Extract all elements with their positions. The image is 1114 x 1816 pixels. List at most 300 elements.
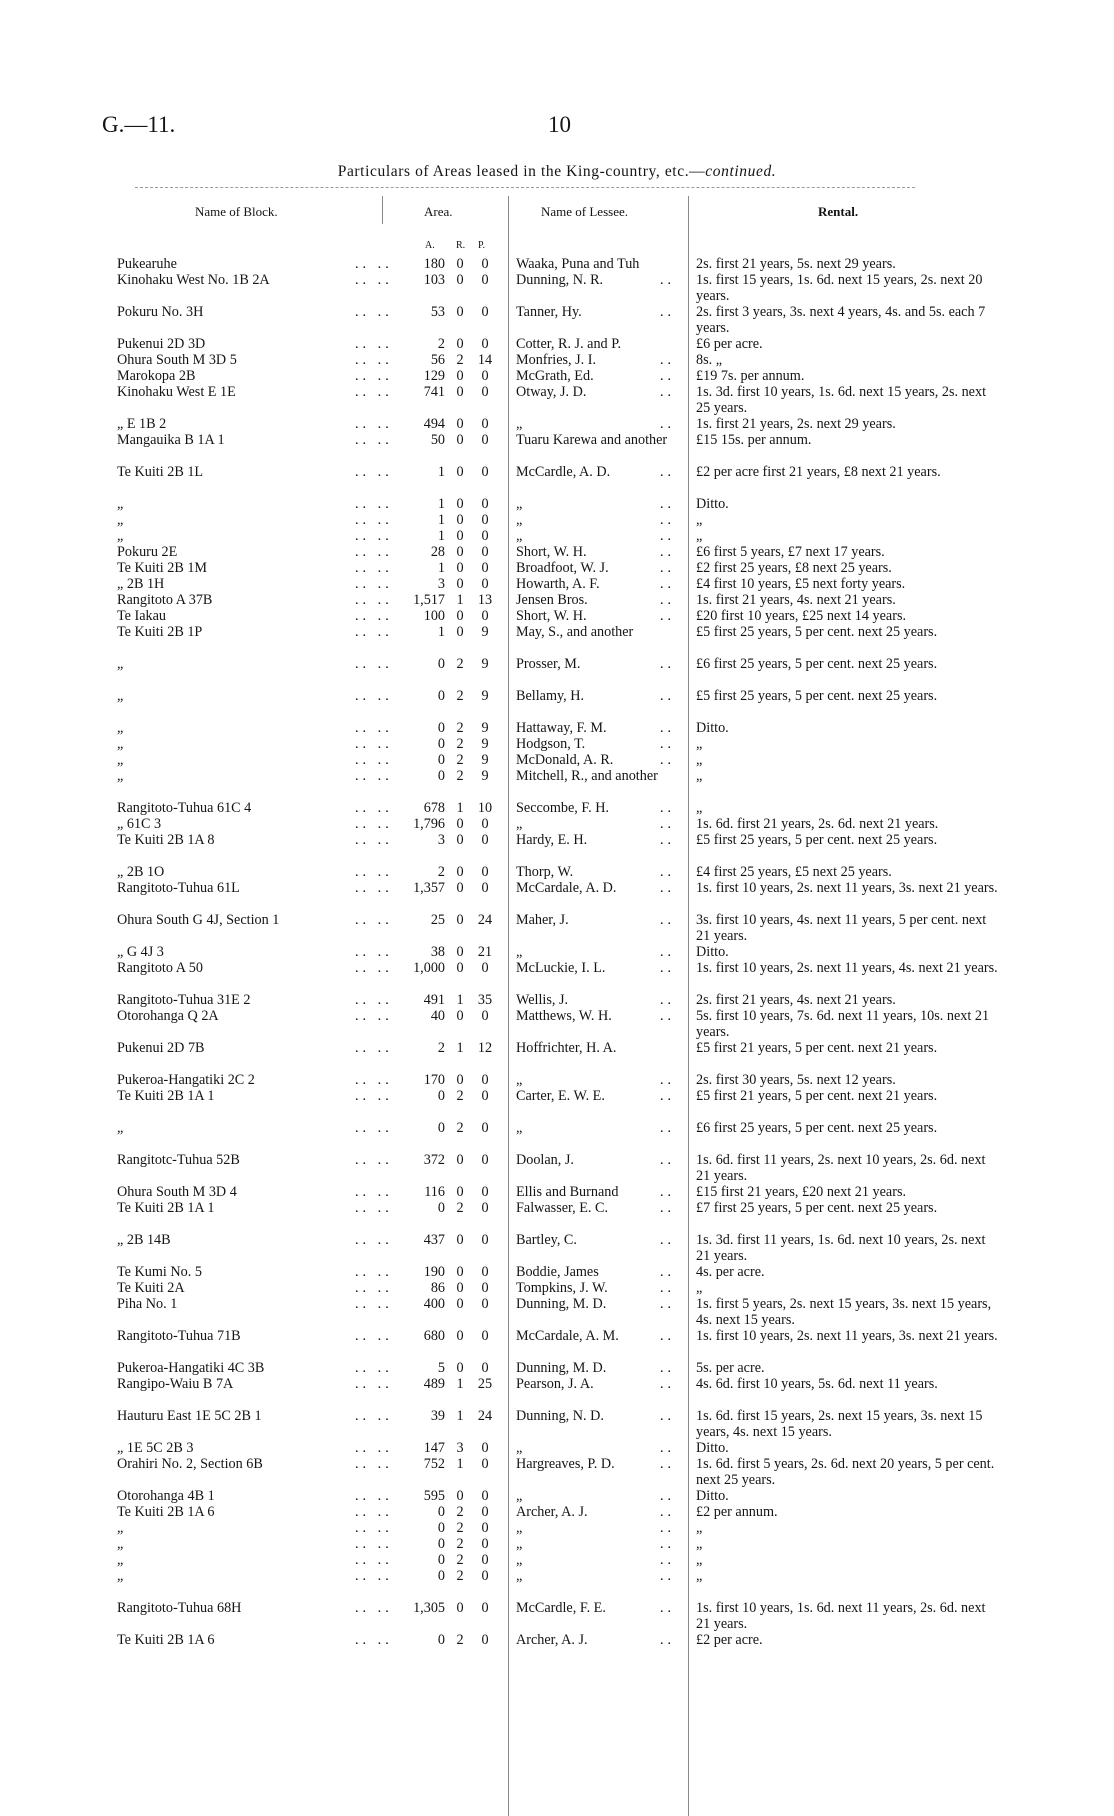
leader-dots: .. ..	[355, 352, 393, 368]
area-acres: 1	[437, 496, 445, 512]
rental-terms: 2s. first 3 years, 3s. next 4 years, 4s. and 5s. each 7 years.	[696, 304, 986, 336]
area-acres: 1,796	[413, 816, 445, 832]
area-perches: 14	[477, 352, 493, 368]
leader-dots: .. ..	[355, 464, 393, 480]
rental-terms: 4s. 6d. first 10 years, 5s. 6d. next 11 years.	[696, 1376, 938, 1392]
leader-dots: .. ..	[355, 1280, 393, 1296]
block-name: Ohura South M 3D 4	[117, 1184, 237, 1200]
area-roods: 0	[456, 624, 464, 640]
caption-main: Particulars of Areas leased in the King-country, etc.—	[337, 163, 706, 180]
block-name: Marokopa 2B	[117, 368, 196, 384]
area-perches: 0	[481, 432, 489, 448]
area-acres: 1	[437, 624, 445, 640]
lessee-name: „	[516, 416, 523, 432]
rental-terms: £5 first 21 years, 5 per cent. next 21 years.	[696, 1088, 938, 1104]
area-acres: 400	[423, 1296, 445, 1312]
area-acres: 0	[437, 1632, 445, 1648]
header-rule	[135, 187, 915, 188]
table-row	[0, 1600, 1114, 1632]
rental-terms: £6 per acre.	[696, 336, 763, 352]
lessee-name: Short, W. H.	[516, 608, 587, 624]
area-acres: 680	[423, 1328, 445, 1344]
area-perches: 0	[481, 1072, 489, 1088]
leader-dots: .. ..	[355, 1408, 393, 1424]
lessee-name: Bartley, C.	[516, 1232, 577, 1248]
leader-dots: ..	[660, 832, 676, 848]
area-perches: 0	[481, 608, 489, 624]
area-acres: 741	[423, 384, 445, 400]
table-row	[0, 256, 1114, 272]
block-name: Pukenui 2D 3D	[117, 336, 206, 352]
table-row	[0, 1456, 1114, 1488]
block-name: Piha No. 1	[117, 1296, 178, 1312]
table-row	[0, 816, 1114, 832]
block-name: „ 2B 1O	[117, 864, 165, 880]
area-acres: 0	[437, 1520, 445, 1536]
area-roods: 0	[456, 1184, 464, 1200]
leader-dots: ..	[660, 1520, 676, 1536]
table-row	[0, 864, 1114, 880]
unit-roods: R.	[456, 240, 466, 251]
rental-terms: 1s. first 5 years, 2s. next 15 years, 3s. next 15 years, 4s. next 15 years.	[696, 1296, 992, 1328]
column-header-area: Area.	[424, 204, 453, 219]
table-row	[0, 1440, 1114, 1456]
lessee-name: Otway, J. D.	[516, 384, 587, 400]
leader-dots: .. ..	[355, 1200, 393, 1216]
block-name: „	[117, 1536, 124, 1552]
table-row	[0, 1408, 1114, 1440]
leader-dots: ..	[660, 1088, 676, 1104]
leader-dots: ..	[660, 1328, 676, 1344]
area-roods: 0	[456, 816, 464, 832]
rental-terms: £15 first 21 years, £20 next 21 years.	[696, 1184, 907, 1200]
rental-terms: „	[696, 512, 703, 528]
rental-terms: Ditto.	[696, 1488, 729, 1504]
leader-dots: ..	[660, 720, 676, 736]
leader-dots: ..	[660, 688, 676, 704]
caption-continued: continued.	[705, 163, 777, 180]
area-roods: 1	[456, 800, 464, 816]
area-perches: 0	[481, 1568, 489, 1584]
rental-terms: 1s. 6d. first 21 years, 2s. 6d. next 21 years.	[696, 816, 939, 832]
leader-dots: .. ..	[355, 384, 393, 400]
leader-dots: ..	[660, 1568, 676, 1584]
area-roods: 0	[456, 512, 464, 528]
leader-dots: ..	[660, 464, 676, 480]
area-roods: 1	[456, 1376, 464, 1392]
area-perches: 0	[481, 1536, 489, 1552]
area-roods: 2	[456, 688, 464, 704]
leader-dots: .. ..	[355, 832, 393, 848]
table-row	[0, 304, 1114, 336]
area-acres: 1	[437, 464, 445, 480]
table-row	[0, 608, 1114, 624]
leader-dots: .. ..	[355, 592, 393, 608]
block-name: „	[117, 688, 124, 704]
leader-dots: ..	[660, 544, 676, 560]
area-perches: 0	[481, 256, 489, 272]
lessee-name: McGrath, Ed.	[516, 368, 594, 384]
area-perches: 0	[481, 576, 489, 592]
area-roods: 2	[456, 752, 464, 768]
leader-dots: ..	[660, 816, 676, 832]
rental-terms: Ditto.	[696, 944, 729, 960]
area-perches: 0	[481, 1520, 489, 1536]
leader-dots: ..	[660, 528, 676, 544]
area-roods: 0	[456, 1280, 464, 1296]
page-number: 10	[548, 112, 571, 137]
rental-terms: 1s. 6d. first 11 years, 2s. next 10 years, 2s. 6d. next 21 years.	[696, 1152, 986, 1184]
area-perches: 24	[477, 1408, 493, 1424]
table-row	[0, 1152, 1114, 1184]
table-row	[0, 416, 1114, 432]
block-name: Pukenui 2D 7B	[117, 1040, 205, 1056]
leader-dots: ..	[660, 1488, 676, 1504]
rental-terms: „	[696, 736, 703, 752]
leader-dots: .. ..	[355, 1536, 393, 1552]
lessee-name: Jensen Bros.	[516, 592, 588, 608]
area-roods: 0	[456, 336, 464, 352]
block-name: Orahiri No. 2, Section 6B	[117, 1456, 263, 1472]
lessee-name: Boddie, James	[516, 1264, 599, 1280]
table-row	[0, 656, 1114, 672]
area-acres: 0	[437, 1552, 445, 1568]
area-perches: 0	[481, 304, 489, 320]
leader-dots: ..	[660, 1008, 676, 1024]
leader-dots: .. ..	[355, 1456, 393, 1472]
area-acres: 0	[437, 768, 445, 784]
leader-dots: .. ..	[355, 272, 393, 288]
lessee-name: Hardy, E. H.	[516, 832, 588, 848]
table-row	[0, 944, 1114, 960]
area-roods: 2	[456, 656, 464, 672]
lessee-name: Archer, A. J.	[516, 1632, 588, 1648]
table-row	[0, 368, 1114, 384]
table-row	[0, 1200, 1114, 1216]
leader-dots: .. ..	[355, 1120, 393, 1136]
lessee-name: „	[516, 1536, 523, 1552]
table-row	[0, 1280, 1114, 1296]
area-acres: 180	[423, 256, 445, 272]
block-name: Te Kumi No. 5	[117, 1264, 202, 1280]
table-row	[0, 576, 1114, 592]
area-roods: 0	[456, 496, 464, 512]
area-roods: 0	[456, 1264, 464, 1280]
table-row	[0, 832, 1114, 848]
column-divider	[382, 196, 383, 224]
leader-dots: .. ..	[355, 544, 393, 560]
table-row	[0, 1040, 1114, 1056]
lessee-name: McDonald, A. R.	[516, 752, 614, 768]
area-perches: 0	[481, 1600, 489, 1616]
block-name: Pukeroa-Hangatiki 2C 2	[117, 1072, 255, 1088]
leader-dots: ..	[660, 1280, 676, 1296]
rental-terms: £5 first 25 years, 5 per cent. next 25 years.	[696, 688, 938, 704]
area-roods: 0	[456, 960, 464, 976]
rental-terms: „	[696, 1280, 703, 1296]
block-name: Rangitoto-Tuhua 31E 2	[117, 992, 251, 1008]
leader-dots: .. ..	[355, 1072, 393, 1088]
leader-dots: .. ..	[355, 624, 393, 640]
area-roods: 2	[456, 1568, 464, 1584]
block-name: Pukeroa-Hangatiki 4C 3B	[117, 1360, 265, 1376]
block-name: Pokuru No. 3H	[117, 304, 204, 320]
table-row	[0, 1376, 1114, 1392]
block-name: Rangitoto-Tuhua 61L	[117, 880, 240, 896]
lessee-name: Hoffrichter, H. A.	[516, 1040, 617, 1056]
block-name: Te Kuiti 2B 1A 6	[117, 1632, 215, 1648]
lessee-name: Hattaway, F. M.	[516, 720, 607, 736]
lessee-name: Cotter, R. J. and P.	[516, 336, 622, 352]
table-row	[0, 1264, 1114, 1280]
area-perches: 0	[481, 336, 489, 352]
block-name: Te Kuiti 2B 1P	[117, 624, 203, 640]
leader-dots: ..	[660, 656, 676, 672]
rental-terms: 1s. first 10 years, 2s. next 11 years, 3s. next 21 years.	[696, 880, 998, 896]
area-roods: 0	[456, 256, 464, 272]
lessee-name: Falwasser, E. C.	[516, 1200, 609, 1216]
lessee-name: Doolan, J.	[516, 1152, 574, 1168]
leader-dots: .. ..	[355, 1152, 393, 1168]
block-name: Pukearuhe	[117, 256, 177, 272]
block-name: „	[117, 528, 124, 544]
rental-terms: 3s. first 10 years, 4s. next 11 years, 5 per cent. next 21 years.	[696, 912, 987, 944]
leader-dots: .. ..	[355, 1504, 393, 1520]
lessee-name: „	[516, 1520, 523, 1536]
area-perches: 9	[481, 768, 489, 784]
area-acres: 50	[430, 432, 445, 448]
rental-terms: £2 per annum.	[696, 1504, 778, 1520]
area-acres: 3	[437, 832, 445, 848]
lessee-name: Tanner, Hy.	[516, 304, 582, 320]
area-acres: 0	[437, 1536, 445, 1552]
area-acres: 1,517	[413, 592, 445, 608]
leader-dots: ..	[660, 352, 676, 368]
area-acres: 25	[430, 912, 445, 928]
block-name: „	[117, 656, 124, 672]
area-perches: 0	[481, 1504, 489, 1520]
block-name: Te Kuiti 2B 1L	[117, 464, 204, 480]
rental-terms: £15 15s. per annum.	[696, 432, 812, 448]
area-acres: 494	[423, 416, 445, 432]
block-name: Te Kuiti 2B 1A 1	[117, 1200, 215, 1216]
area-perches: 9	[481, 688, 489, 704]
area-roods: 0	[456, 944, 464, 960]
area-perches: 24	[477, 912, 493, 928]
area-roods: 2	[456, 352, 464, 368]
lessee-name: „	[516, 816, 523, 832]
area-perches: 0	[481, 272, 489, 288]
area-roods: 0	[456, 1152, 464, 1168]
lessee-name: Dunning, M. D.	[516, 1296, 607, 1312]
leader-dots: .. ..	[355, 816, 393, 832]
block-name: Hauturu East 1E 5C 2B 1	[117, 1408, 262, 1424]
area-perches: 0	[481, 1328, 489, 1344]
area-roods: 0	[456, 416, 464, 432]
area-acres: 86	[430, 1280, 445, 1296]
area-perches: 0	[481, 512, 489, 528]
area-acres: 0	[437, 688, 445, 704]
rental-terms: £19 7s. per annum.	[696, 368, 805, 384]
lessee-name: Short, W. H.	[516, 544, 587, 560]
leader-dots: .. ..	[355, 1088, 393, 1104]
lessee-name: Hargreaves, P. D.	[516, 1456, 615, 1472]
area-roods: 1	[456, 1040, 464, 1056]
area-roods: 0	[456, 1600, 464, 1616]
table-row	[0, 464, 1114, 480]
leader-dots: ..	[660, 880, 676, 896]
area-acres: 0	[437, 656, 445, 672]
leader-dots: .. ..	[355, 1232, 393, 1248]
rental-terms: 1s. 6d. first 15 years, 2s. next 15 years, 3s. next 15 years, 4s. next 15 years.	[696, 1408, 983, 1440]
area-acres: 1,357	[413, 880, 445, 896]
leader-dots: ..	[660, 1152, 676, 1168]
area-acres: 1,305	[413, 1600, 445, 1616]
table-row	[0, 1296, 1114, 1328]
leader-dots: ..	[660, 416, 676, 432]
leader-dots: .. ..	[355, 944, 393, 960]
rental-terms: £6 first 5 years, £7 next 17 years.	[696, 544, 885, 560]
lessee-name: „	[516, 1488, 523, 1504]
area-roods: 0	[456, 368, 464, 384]
lessee-name: Howarth, A. F.	[516, 576, 600, 592]
area-perches: 0	[481, 1088, 489, 1104]
area-acres: 0	[437, 1088, 445, 1104]
area-roods: 0	[456, 864, 464, 880]
leader-dots: .. ..	[355, 656, 393, 672]
table-row	[0, 960, 1114, 976]
rental-terms: 1s. 6d. first 5 years, 2s. 6d. next 20 years, 5 per cent. next 25 years.	[696, 1456, 995, 1488]
leader-dots: ..	[660, 1504, 676, 1520]
leader-dots: ..	[660, 1536, 676, 1552]
leader-dots: .. ..	[355, 1568, 393, 1584]
leader-dots: ..	[660, 608, 676, 624]
leader-dots: .. ..	[355, 688, 393, 704]
table-row	[0, 1088, 1114, 1104]
leader-dots: ..	[660, 1072, 676, 1088]
lessee-name: Tuaru Karewa and another	[516, 432, 668, 448]
lessee-name: Wellis, J.	[516, 992, 569, 1008]
area-acres: 39	[430, 1408, 445, 1424]
leader-dots: .. ..	[355, 528, 393, 544]
table-row	[0, 560, 1114, 576]
lessee-name: „	[516, 512, 523, 528]
area-roods: 1	[456, 1408, 464, 1424]
area-acres: 147	[423, 1440, 445, 1456]
area-acres: 0	[437, 1568, 445, 1584]
area-acres: 0	[437, 1120, 445, 1136]
rental-terms: „	[696, 528, 703, 544]
area-roods: 2	[456, 1200, 464, 1216]
area-roods: 2	[456, 1120, 464, 1136]
block-name: „ G 4J 3	[117, 944, 164, 960]
block-name: Pokuru 2E	[117, 544, 178, 560]
area-acres: 1,000	[413, 960, 445, 976]
area-acres: 1	[437, 512, 445, 528]
lessee-name: „	[516, 1568, 523, 1584]
area-perches: 0	[481, 528, 489, 544]
rental-terms: £4 first 25 years, £5 next 25 years.	[696, 864, 892, 880]
leader-dots: .. ..	[355, 960, 393, 976]
leader-dots: .. ..	[355, 432, 393, 448]
lessee-name: Ellis and Burnand	[516, 1184, 619, 1200]
area-perches: 13	[477, 592, 493, 608]
area-acres: 116	[424, 1184, 445, 1200]
lessee-name: Archer, A. J.	[516, 1504, 588, 1520]
rental-terms: 1s. first 15 years, 1s. 6d. next 15 years, 2s. next 20 years.	[696, 272, 983, 304]
rental-terms: 8s. „	[696, 352, 723, 368]
area-acres: 2	[437, 1040, 445, 1056]
area-roods: 2	[456, 1536, 464, 1552]
table-row	[0, 880, 1114, 896]
block-name: Rangipo-Waiu B 7A	[117, 1376, 234, 1392]
area-acres: 190	[423, 1264, 445, 1280]
block-name: Rangitoto A 37B	[117, 592, 213, 608]
table-row	[0, 352, 1114, 368]
rental-terms: £6 first 25 years, 5 per cent. next 25 years.	[696, 1120, 938, 1136]
unit-perches: P.	[478, 240, 485, 251]
area-roods: 0	[456, 560, 464, 576]
lessee-name: Dunning, N. D.	[516, 1408, 604, 1424]
lessee-name: Monfries, J. I.	[516, 352, 596, 368]
lessee-name: McCardle, A. D.	[516, 464, 611, 480]
leader-dots: .. ..	[355, 1264, 393, 1280]
area-perches: 0	[481, 1296, 489, 1312]
area-acres: 595	[423, 1488, 445, 1504]
block-name: „	[117, 1120, 124, 1136]
rental-terms: 1s. first 21 years, 4s. next 21 years.	[696, 592, 896, 608]
leader-dots: ..	[660, 1296, 676, 1312]
rental-terms: „	[696, 752, 703, 768]
area-roods: 2	[456, 1520, 464, 1536]
unit-acres: A.	[425, 240, 435, 251]
area-roods: 2	[456, 1552, 464, 1568]
area-perches: 0	[481, 464, 489, 480]
column-header-rental: Rental.	[818, 204, 859, 219]
leader-dots: .. ..	[355, 1520, 393, 1536]
area-acres: 56	[430, 352, 445, 368]
block-name: Otorohanga 4B 1	[117, 1488, 215, 1504]
rental-terms: 2s. first 30 years, 5s. next 12 years.	[696, 1072, 896, 1088]
area-roods: 0	[456, 1488, 464, 1504]
area-perches: 0	[481, 832, 489, 848]
area-perches: 0	[481, 1232, 489, 1248]
paper-reference: G.—11.	[102, 112, 176, 137]
area-acres: 437	[423, 1232, 445, 1248]
area-roods: 0	[456, 528, 464, 544]
table-row	[0, 272, 1114, 304]
block-name: „	[117, 1552, 124, 1568]
table-row	[0, 1552, 1114, 1568]
table-row	[0, 800, 1114, 816]
table-row	[0, 720, 1114, 736]
block-name: Kinohaku West E 1E	[117, 384, 236, 400]
lessee-name: „	[516, 1440, 523, 1456]
table-caption	[0, 163, 1114, 181]
block-name: „	[117, 768, 124, 784]
leader-dots: ..	[660, 1632, 676, 1648]
block-name: „ 61C 3	[117, 816, 162, 832]
block-name: Ohura South M 3D 5	[117, 352, 237, 368]
area-roods: 0	[456, 272, 464, 288]
leader-dots: .. ..	[355, 368, 393, 384]
block-name: Te Kuiti 2B 1A 8	[117, 832, 215, 848]
area-roods: 2	[456, 1632, 464, 1648]
leader-dots: ..	[660, 1456, 676, 1472]
area-roods: 0	[456, 1072, 464, 1088]
rental-terms: 2s. first 21 years, 5s. next 29 years.	[696, 256, 896, 272]
table-row	[0, 1360, 1114, 1376]
